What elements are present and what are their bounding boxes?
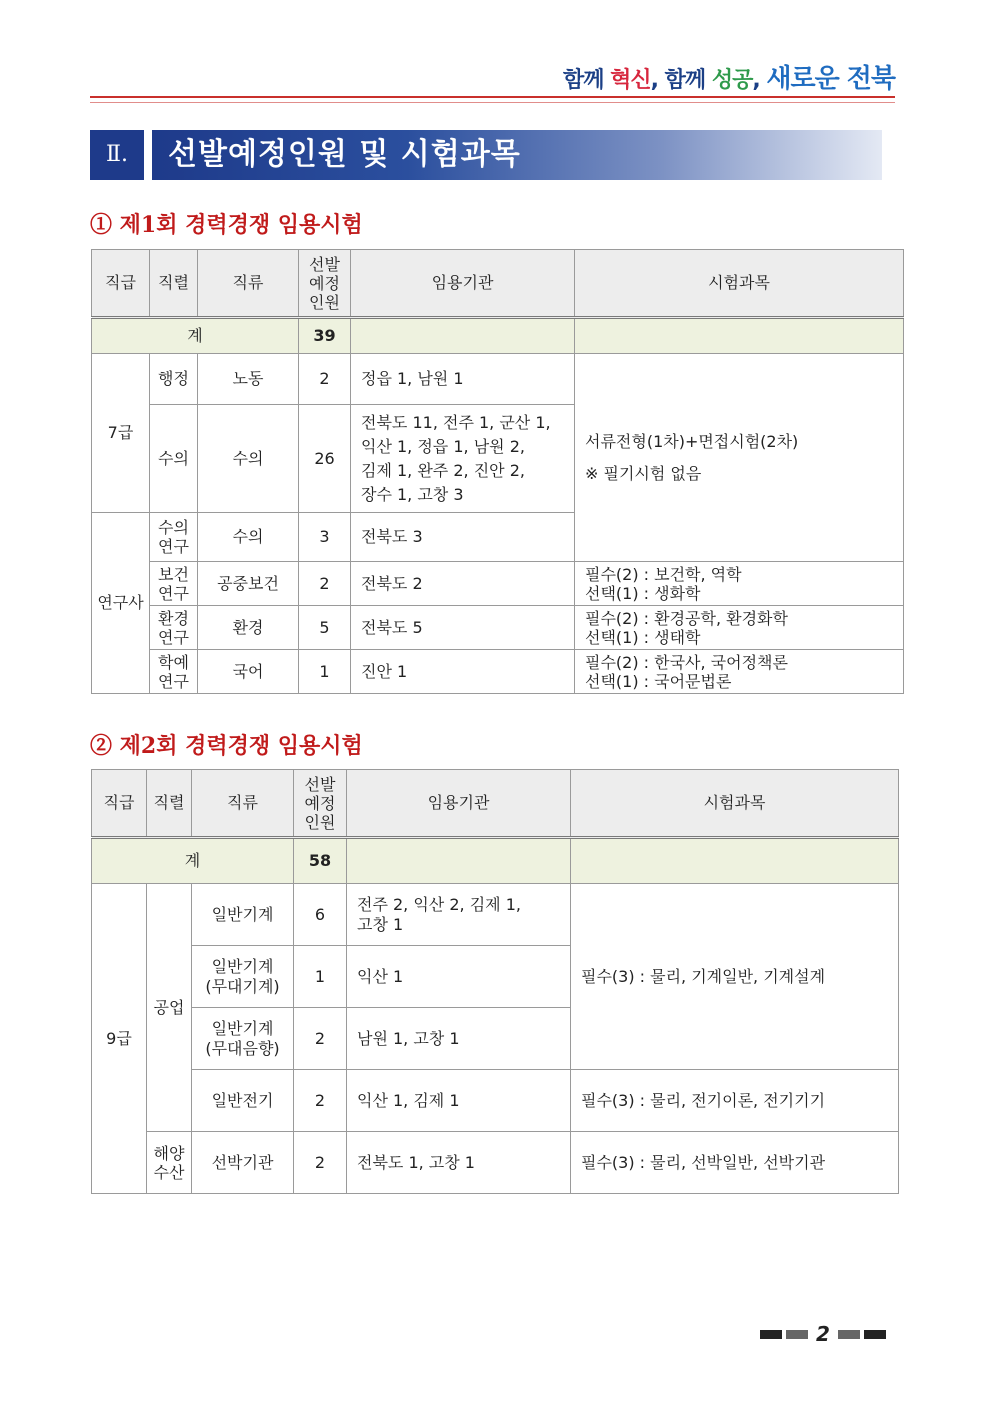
cell-agency: 전북도 1, 고창 1 <box>347 1132 571 1194</box>
cell-series: 수의 연구 <box>150 513 198 562</box>
section-number: Ⅱ. <box>90 130 144 180</box>
header-grade: 직급 <box>92 250 150 318</box>
header-count: 선발 예정 인원 <box>299 250 351 318</box>
cell-category: 일반기계 (무대음향) <box>192 1008 294 1070</box>
header-category: 직류 <box>192 770 294 838</box>
cell-series: 행정 <box>150 354 198 405</box>
slogan-text: 성공 <box>711 68 753 93</box>
cell-agency: 남원 1, 고창 1 <box>347 1008 571 1070</box>
cell-count: 2 <box>294 1132 347 1194</box>
header-slogan <box>563 58 895 95</box>
table1 <box>91 249 904 694</box>
cell-count: 6 <box>294 884 347 946</box>
footer-bar <box>760 1330 782 1339</box>
header-agency: 임용기관 <box>347 770 571 838</box>
cell-series: 공업 <box>147 884 192 1132</box>
cell-subjects: 필수(2) : 한국사, 국어정책론 선택(1) : 국어문법론 <box>575 650 904 694</box>
cell-count: 3 <box>299 513 351 562</box>
slogan-text: 전북 <box>846 64 895 94</box>
footer-bar <box>864 1330 886 1339</box>
cell-agency: 전북도 11, 전주 1, 군산 1, 익산 1, 정읍 1, 남원 2, 김제 1, 완주 2, 진안 2, 장수 1, 고창 3 <box>351 405 575 513</box>
slogan-text: 새로운 <box>766 64 847 94</box>
cell-count: 2 <box>299 562 351 606</box>
cell-category: 국어 <box>198 650 299 694</box>
footer-bar <box>786 1330 808 1339</box>
section-title-bar <box>152 130 882 180</box>
slogan-text: 함께 <box>562 68 611 93</box>
cell-count: 1 <box>294 946 347 1008</box>
footer-bar <box>838 1330 860 1339</box>
section-banner <box>90 130 882 180</box>
total-row <box>92 318 904 354</box>
header-divider-thin <box>90 102 895 103</box>
header-grade: 직급 <box>92 770 147 838</box>
cell-count: 26 <box>299 405 351 513</box>
table-header-row <box>92 770 899 838</box>
header-count: 선발 예정 인원 <box>294 770 347 838</box>
header-category: 직류 <box>198 250 299 318</box>
table-row <box>92 884 899 946</box>
slogan-text: , <box>752 68 767 93</box>
page-footer <box>760 1322 890 1346</box>
cell-agency: 익산 1 <box>347 946 571 1008</box>
slogan-text: 혁신 <box>610 68 651 93</box>
total-agency <box>347 838 571 884</box>
cell-category: 공중보건 <box>198 562 299 606</box>
section-title: 선발예정인원 및 시험과목 <box>168 137 521 172</box>
cell-grade: 7급 <box>92 354 150 513</box>
cell-agency: 전북도 3 <box>351 513 575 562</box>
table2-heading: ② 제2회 경력경쟁 임용시험 <box>90 733 363 759</box>
total-subjects <box>575 318 904 354</box>
header-subjects: 시험과목 <box>575 250 904 318</box>
cell-category: 일반기계 (무대기계) <box>192 946 294 1008</box>
cell-agency: 전북도 2 <box>351 562 575 606</box>
cell-category: 일반기계 <box>192 884 294 946</box>
cell-count: 2 <box>299 354 351 405</box>
table-row <box>92 650 904 694</box>
table-header-row <box>92 250 904 318</box>
header-subjects: 시험과목 <box>571 770 899 838</box>
table-row <box>92 562 904 606</box>
cell-series: 보건 연구 <box>150 562 198 606</box>
total-label: 계 <box>92 838 294 884</box>
total-row <box>92 838 899 884</box>
cell-agency: 전북도 5 <box>351 606 575 650</box>
table2 <box>91 769 899 1194</box>
cell-subjects: 필수(3) : 물리, 기계일반, 기계설계 <box>571 884 899 1070</box>
total-count: 58 <box>294 838 347 884</box>
cell-agency: 익산 1, 김제 1 <box>347 1070 571 1132</box>
cell-count: 5 <box>299 606 351 650</box>
cell-series: 수의 <box>150 405 198 513</box>
cell-series: 환경 연구 <box>150 606 198 650</box>
cell-category: 환경 <box>198 606 299 650</box>
cell-agency: 진안 1 <box>351 650 575 694</box>
cell-category: 선박기관 <box>192 1132 294 1194</box>
table-row <box>92 606 904 650</box>
cell-category: 일반전기 <box>192 1070 294 1132</box>
cell-series: 해양 수산 <box>147 1132 192 1194</box>
header-agency: 임용기관 <box>351 250 575 318</box>
cell-category: 수의 <box>198 513 299 562</box>
cell-subjects: 필수(2) : 보건학, 역학 선택(1) : 생화학 <box>575 562 904 606</box>
page-number: 2 <box>816 1322 830 1346</box>
cell-count: 2 <box>294 1070 347 1132</box>
total-agency <box>351 318 575 354</box>
total-count: 39 <box>299 318 351 354</box>
cell-agency: 전주 2, 익산 2, 김제 1, 고창 1 <box>347 884 571 946</box>
header-series: 직렬 <box>150 250 198 318</box>
table-row <box>92 1132 899 1194</box>
cell-subjects: 필수(3) : 물리, 전기이론, 전기기기 <box>571 1070 899 1132</box>
cell-subjects: 필수(3) : 물리, 선박일반, 선박기관 <box>571 1132 899 1194</box>
total-subjects <box>571 838 899 884</box>
total-label: 계 <box>92 318 299 354</box>
cell-subjects: 필수(2) : 환경공학, 환경화학 선택(1) : 생태학 <box>575 606 904 650</box>
cell-agency: 정읍 1, 남원 1 <box>351 354 575 405</box>
table-row <box>92 1070 899 1132</box>
table1-heading: ① 제1회 경력경쟁 임용시험 <box>90 212 363 238</box>
cell-grade: 연구사 <box>92 513 150 694</box>
cell-category: 노동 <box>198 354 299 405</box>
cell-subjects: 서류전형(1차)+면접시험(2차) ※ 필기시험 없음 <box>575 354 904 562</box>
slogan-text: , 함께 <box>650 68 712 93</box>
cell-category: 수의 <box>198 405 299 513</box>
cell-series: 학예 연구 <box>150 650 198 694</box>
header-divider <box>90 96 895 98</box>
header-series: 직렬 <box>147 770 192 838</box>
table-row <box>92 354 904 405</box>
cell-count: 1 <box>299 650 351 694</box>
cell-count: 2 <box>294 1008 347 1070</box>
cell-grade: 9급 <box>92 884 147 1194</box>
